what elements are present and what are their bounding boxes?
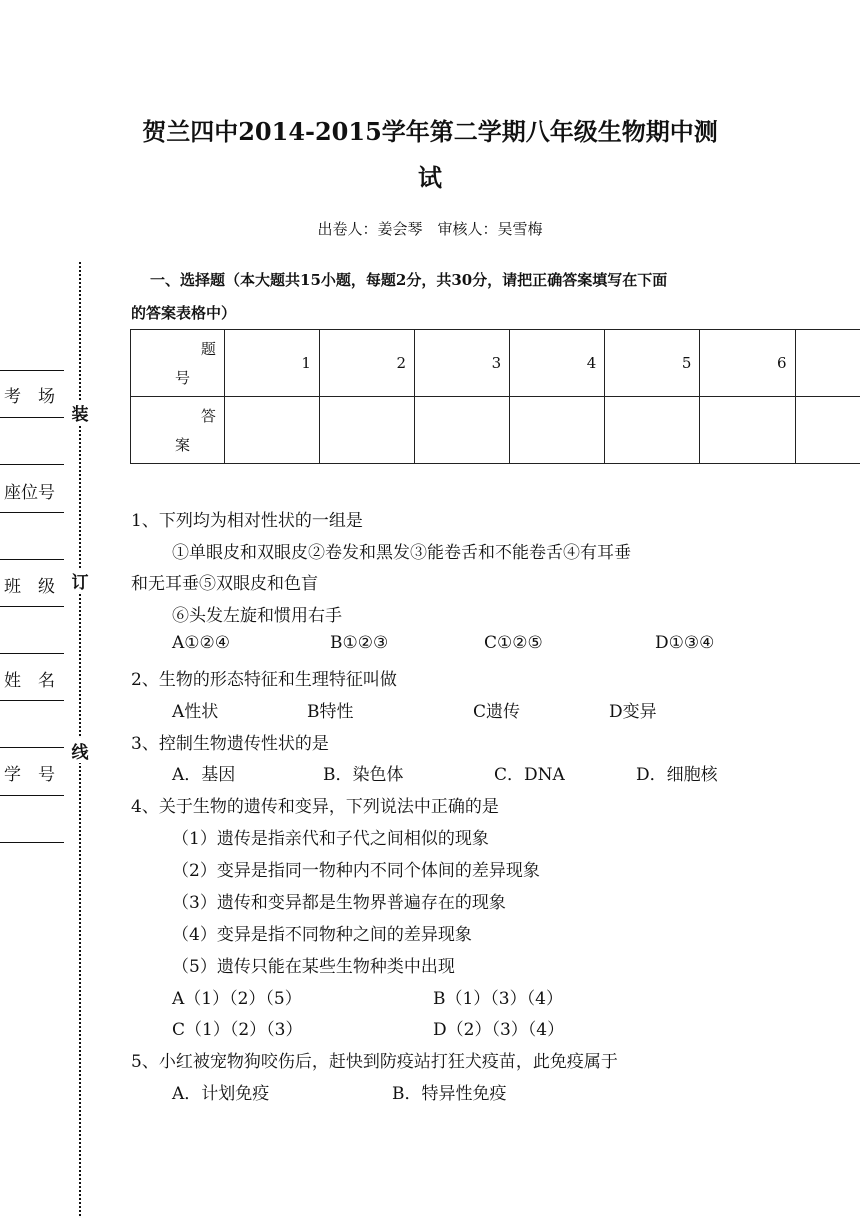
question-number-cell: 6 xyxy=(700,330,795,397)
question-3-option-c: C．DNA xyxy=(494,765,565,785)
question-3-option-a: A．基因 xyxy=(172,765,236,785)
question-5-stem: 5、小红被宠物狗咬伤后，赶快到防疫站打狂犬疫苗，此免疫属于 xyxy=(131,1052,618,1072)
question-number-cell: 2 xyxy=(319,330,414,397)
question-1-line: ①单眼皮和双眼皮②卷发和黑发③能卷舌和不能卷舌④有耳垂 xyxy=(172,543,631,563)
field-line xyxy=(0,606,64,607)
answer-table xyxy=(130,329,860,464)
field-line xyxy=(0,417,64,418)
question-1-option-a: A①②④ xyxy=(172,633,230,653)
field-line xyxy=(0,464,64,465)
field-label-seat-number: 座位号 xyxy=(4,483,55,503)
question-2-option-b: B特性 xyxy=(307,702,354,722)
answer-cell[interactable] xyxy=(795,397,860,464)
question-4-option-b: B（1）（3）（4） xyxy=(433,989,563,1009)
question-1-option-b: B①②③ xyxy=(330,633,389,653)
field-label-exam-room: 考 场 xyxy=(4,387,55,407)
question-number-cell: 5 xyxy=(605,330,700,397)
field-line xyxy=(0,842,64,843)
field-line xyxy=(0,559,64,560)
question-3-option-b: B．染色体 xyxy=(323,765,404,785)
table-row-question-numbers xyxy=(131,330,860,397)
row-label-question-number xyxy=(131,330,225,397)
field-line xyxy=(0,747,64,748)
question-number-cell: 4 xyxy=(510,330,605,397)
field-line xyxy=(0,700,64,701)
label-text: 答 xyxy=(200,407,216,425)
answer-cell[interactable] xyxy=(415,397,510,464)
binding-char-zhuang: 装 xyxy=(70,400,90,425)
question-4-item: （4）变异是指不同物种之间的差异现象 xyxy=(172,925,472,945)
answer-cell[interactable] xyxy=(700,397,795,464)
exam-authors: 出卷人：姜会琴 审核人：吴雪梅 xyxy=(317,220,543,238)
question-4-item: （3）遗传和变异都是生物界普遍存在的现象 xyxy=(172,893,506,913)
question-3-option-d: D．细胞核 xyxy=(636,765,718,785)
question-5-option-b: B．特异性免疫 xyxy=(392,1084,507,1104)
exam-title-continued: 试 xyxy=(418,163,442,192)
answer-cell[interactable] xyxy=(510,397,605,464)
question-number-cell: 1 xyxy=(224,330,319,397)
question-4-item: （2）变异是指同一物种内不同个体间的差异现象 xyxy=(172,861,540,881)
question-2-option-a: A性状 xyxy=(172,702,219,722)
question-4-option-d: D（2）（3）（4） xyxy=(433,1020,565,1040)
answer-cell[interactable] xyxy=(224,397,319,464)
question-4-option-c: C（1）（2）（3） xyxy=(172,1020,303,1040)
question-5-option-a: A．计划免疫 xyxy=(172,1084,270,1104)
binding-char-xian: 线 xyxy=(70,738,90,763)
question-4-item: （1）遗传是指亲代和子代之间相似的现象 xyxy=(172,829,489,849)
question-1-line: 和无耳垂⑤双眼皮和色盲 xyxy=(131,574,318,594)
question-1-stem: 1、下列均为相对性状的一组是 xyxy=(131,511,363,531)
field-line xyxy=(0,370,64,371)
field-line xyxy=(0,795,64,796)
binding-char-ding: 订 xyxy=(70,568,90,593)
row-label-answer xyxy=(131,397,225,464)
question-4-stem: 4、关于生物的遗传和变异，下列说法中正确的是 xyxy=(131,797,499,817)
question-4-item: （5）遗传只能在某些生物种类中出现 xyxy=(172,957,455,977)
question-2-option-c: C遗传 xyxy=(473,702,521,722)
label-text: 号 xyxy=(175,369,191,387)
question-1-option-c: C①②⑤ xyxy=(484,633,543,653)
label-text: 题 xyxy=(200,340,216,358)
field-label-student-id: 学 号 xyxy=(4,765,55,785)
section-heading: 一、选择题（本大题共15小题，每题2分，共30分，请把正确答案填写在下面 xyxy=(150,271,668,289)
question-3-stem: 3、控制生物遗传性状的是 xyxy=(131,734,329,754)
question-1-option-d: D①③④ xyxy=(655,633,715,653)
label-text: 案 xyxy=(175,436,191,454)
field-label-name: 姓 名 xyxy=(4,671,55,691)
section-heading-continued: 的答案表格中） xyxy=(131,304,237,322)
table-row-answers xyxy=(131,397,860,464)
answer-cell[interactable] xyxy=(605,397,700,464)
question-2-stem: 2、生物的形态特征和生理特征叫做 xyxy=(131,670,397,690)
question-1-line: ⑥头发左旋和惯用右手 xyxy=(172,606,342,626)
field-line xyxy=(0,653,64,654)
question-number-cell xyxy=(795,330,860,397)
question-number-cell: 3 xyxy=(415,330,510,397)
exam-title: 贺兰四中2014-2015学年第二学期八年级生物期中测 xyxy=(142,117,718,146)
question-2-option-d: D变异 xyxy=(609,702,657,722)
field-label-class: 班 级 xyxy=(4,577,55,597)
answer-cell[interactable] xyxy=(319,397,414,464)
field-line xyxy=(0,512,64,513)
question-4-option-a: A（1）（2）（5） xyxy=(172,989,302,1009)
